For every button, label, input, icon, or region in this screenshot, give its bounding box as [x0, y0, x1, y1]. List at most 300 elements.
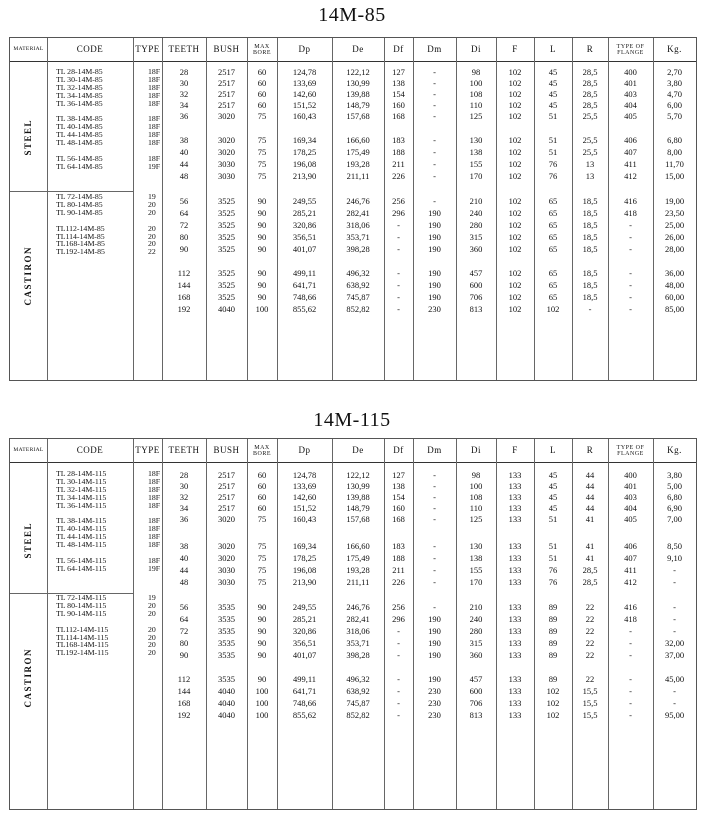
table-cell: 151,52	[292, 503, 317, 513]
table-cell: 406	[624, 541, 637, 551]
table-cell: 418	[624, 614, 637, 624]
table-cell: 360	[469, 244, 483, 254]
material-label-steel: STEEL	[23, 522, 33, 559]
table-cell: 7,00	[667, 514, 682, 524]
table-cell: 3030	[218, 159, 235, 169]
column-header: TYPE	[135, 445, 160, 455]
table-cell: 25,5	[582, 147, 598, 157]
table-cell: 142,60	[292, 89, 317, 99]
table-cell: 2517	[218, 78, 235, 88]
table-cell: 8,00	[667, 147, 682, 157]
table-cell: 285,21	[292, 208, 317, 218]
column-header: BUSH	[213, 44, 240, 54]
product-type: 20	[148, 207, 156, 217]
table-cell: 44	[585, 481, 595, 491]
table-cell: 282,41	[346, 208, 370, 218]
table-cell: 3525	[218, 268, 235, 278]
table-cell: -	[397, 650, 400, 660]
product-type: 19	[148, 192, 156, 201]
table-cell: 405	[624, 514, 637, 524]
table-cell: 45	[548, 78, 558, 88]
table-cell: -	[433, 565, 436, 575]
table-cell: 22	[585, 650, 595, 660]
table-cell: 100	[469, 78, 483, 88]
table-cell: 90	[257, 614, 267, 624]
table-cell: 641,71	[292, 686, 317, 696]
table-cell: 102	[508, 304, 522, 314]
table-cell: 36	[179, 514, 189, 524]
table-title: 14M-85	[318, 4, 386, 26]
table-cell: 154	[392, 89, 405, 99]
table-cell: 499,11	[292, 268, 317, 278]
table-cell: 133	[508, 470, 522, 480]
column-header: De	[352, 445, 364, 455]
table-cell: 813	[469, 304, 483, 314]
table-cell: 230	[428, 710, 441, 720]
column-header: TEETH	[168, 445, 200, 455]
table-cell: 124,78	[292, 470, 317, 480]
table-cell: 6,80	[667, 492, 682, 502]
table-cell: -	[397, 710, 400, 720]
product-type: 18F	[148, 492, 161, 502]
column-header: TYPE	[135, 44, 160, 54]
table-cell: 133	[508, 698, 522, 708]
column-header: TEETH	[168, 44, 200, 54]
table-cell: 230	[428, 304, 441, 314]
table-cell: 401	[624, 481, 637, 491]
table-cell: 60,00	[664, 292, 685, 302]
table-cell: -	[433, 196, 436, 206]
column-header: Dp	[298, 445, 311, 455]
dimension-table	[9, 438, 697, 810]
table-cell: 130	[469, 541, 483, 551]
table-cell: 190	[428, 244, 441, 254]
table-cell: 748,66	[292, 698, 317, 708]
table-cell: 36,00	[664, 268, 685, 278]
table-cell: 38	[179, 541, 189, 551]
table-cell: 813	[469, 710, 483, 720]
table-cell: 75	[257, 171, 267, 181]
table-cell: 90	[179, 244, 189, 254]
table-cell: 110	[469, 100, 483, 110]
product-code: TL 30-14M-115	[56, 476, 107, 486]
table-cell: 168	[392, 514, 405, 524]
table-cell: 80	[179, 638, 189, 648]
table-cell: 9,10	[667, 553, 682, 563]
table-cell: 28,00	[664, 244, 685, 254]
table-cell: 168	[177, 698, 191, 708]
table-cell: 3020	[218, 553, 235, 563]
table-cell: 133	[508, 602, 522, 612]
table-cell: 45	[548, 100, 558, 110]
table-cell: 3020	[218, 135, 235, 145]
table-cell: -	[397, 268, 400, 278]
column-header: Dm	[427, 445, 442, 455]
column-header: R	[586, 445, 594, 455]
table-cell: 745,87	[346, 292, 370, 302]
table-cell: 25,5	[582, 111, 598, 121]
table-cell: 34	[179, 100, 189, 110]
table-cell: 64	[179, 208, 189, 218]
column-divider	[47, 439, 48, 809]
table-cell: 90	[257, 638, 267, 648]
table-cell: 193,28	[346, 565, 370, 575]
table-cell: 3020	[218, 514, 235, 524]
table-cell: -	[433, 553, 436, 563]
table-cell: 213,90	[292, 171, 317, 181]
product-type: 18F	[148, 532, 161, 542]
table-cell: 133	[508, 481, 522, 491]
table-cell: 28,5	[582, 100, 598, 110]
table-cell: 45	[548, 67, 558, 77]
table-cell: 155	[469, 159, 483, 169]
table-cell: 499,11	[292, 674, 317, 684]
table-cell: 102	[508, 111, 522, 121]
table-cell: 190	[428, 208, 441, 218]
table-cell: -	[629, 686, 632, 696]
table-cell: -	[397, 304, 400, 314]
table-cell: 108	[469, 89, 483, 99]
table-cell: 133	[508, 638, 522, 648]
product-type: 18F	[148, 74, 161, 84]
table-cell: -	[673, 614, 676, 624]
table-cell: 133	[508, 565, 522, 575]
product-type: 20	[148, 239, 156, 249]
table-cell: 18,5	[582, 292, 598, 302]
table-cell: 60	[257, 89, 267, 99]
table-cell: 75	[257, 111, 267, 121]
table-cell: 75	[257, 159, 267, 169]
product-type: 18F	[148, 90, 161, 100]
table-cell: -	[433, 171, 436, 181]
table-cell: 411	[624, 159, 637, 169]
table-cell: 230	[428, 698, 441, 708]
table-cell: 353,71	[346, 232, 370, 242]
table-cell: 226	[392, 577, 405, 587]
product-type: 18F	[148, 524, 161, 534]
table-header	[10, 38, 696, 62]
table-cell: 2517	[218, 67, 235, 77]
table-cell: 190	[428, 626, 441, 636]
table-cell: 356,51	[292, 232, 317, 242]
table-cell: 100	[255, 686, 269, 696]
table-cell: 148,79	[346, 100, 370, 110]
table-cell: -	[588, 304, 592, 314]
table-cell: 2517	[218, 89, 235, 99]
table-cell: 3535	[218, 650, 235, 660]
table-cell: -	[433, 67, 436, 77]
table-cell: 130,99	[346, 78, 370, 88]
table-cell: 160	[392, 100, 405, 110]
table-cell: 160	[392, 503, 405, 513]
table-cell: 18,5	[582, 268, 598, 278]
table-cell: 44	[179, 565, 189, 575]
table-cell: 249,55	[292, 602, 317, 612]
material-label-castiron: CASTIRON	[23, 246, 33, 306]
table-cell: 90	[257, 602, 267, 612]
table-cell: 60	[257, 503, 267, 513]
table-cell: 3030	[218, 577, 235, 587]
table-cell: -	[433, 541, 436, 551]
product-type: 19	[148, 593, 156, 602]
table-cell: -	[673, 577, 676, 587]
table-cell: 90	[257, 650, 267, 660]
product-code: TL 56-14M-115	[56, 555, 107, 565]
table-cell: -	[433, 602, 436, 612]
table-cell: 6,00	[667, 100, 682, 110]
product-code: TL 48-14M-115	[56, 540, 107, 550]
table-cell: 3030	[218, 171, 235, 181]
dimension-table	[9, 37, 697, 381]
table-cell: 138	[469, 553, 483, 563]
table-cell: 144	[177, 280, 191, 290]
product-type: 18F	[148, 98, 161, 108]
table-cell: 398,28	[346, 244, 370, 254]
table-cell: 18,5	[582, 244, 598, 254]
table-cell: 3535	[218, 626, 235, 636]
column-header: L	[550, 445, 556, 455]
product-code: TL 40-14M-115	[56, 524, 107, 534]
product-code: TL 90-14M-115	[56, 608, 107, 618]
table-cell: 26,00	[664, 232, 685, 242]
column-header: Dp	[298, 44, 311, 54]
table-cell: 230	[428, 686, 441, 696]
table-cell: 25,00	[664, 220, 685, 230]
table-cell: 75	[257, 514, 267, 524]
table-cell: 75	[257, 135, 267, 145]
table-cell: 28,5	[582, 89, 598, 99]
table-cell: 76	[548, 159, 558, 169]
column-header: Df	[393, 445, 404, 455]
table-cell: 457	[469, 268, 483, 278]
table-cell: 13	[585, 159, 595, 169]
table-cell: 157,68	[346, 514, 370, 524]
table-cell: 138	[392, 481, 405, 491]
table-cell: 102	[508, 244, 522, 254]
table-cell: 124,78	[292, 67, 317, 77]
table-cell: 170	[469, 577, 483, 587]
product-code: TL 40-14M-85	[56, 122, 103, 132]
table-cell: 133	[508, 553, 522, 563]
table-cell: 400	[624, 67, 637, 77]
product-code: TL 72-14M-85	[56, 192, 103, 201]
table-cell: 2517	[218, 503, 235, 513]
table-cell: 139,88	[346, 89, 370, 99]
table-cell: 496,32	[346, 674, 370, 684]
table-cell: -	[433, 135, 436, 145]
table-cell: 246,76	[346, 602, 370, 612]
column-header: MATERIAL	[13, 46, 44, 52]
table-cell: -	[397, 220, 400, 230]
table-cell: 44	[179, 159, 189, 169]
table-cell: 166,60	[346, 541, 370, 551]
table-cell: 170	[469, 171, 483, 181]
table-cell: 133	[508, 503, 522, 513]
table-cell: 5,70	[667, 111, 682, 121]
table-cell: 641,71	[292, 280, 317, 290]
table-cell: 65	[548, 220, 558, 230]
table-cell: 457	[469, 674, 483, 684]
product-type: 20	[148, 600, 156, 610]
table-cell: -	[673, 626, 676, 636]
table-cell: -	[629, 304, 632, 314]
product-type: 20	[148, 648, 156, 658]
column-header: TYPE OF FLANGE	[616, 43, 645, 56]
table-cell: 5,00	[667, 481, 682, 491]
table-cell: 98	[471, 470, 481, 480]
table-cell: 51	[548, 147, 558, 157]
product-code: TL 34-14M-85	[56, 90, 103, 100]
table-cell: 102	[508, 89, 522, 99]
table-cell: 190	[428, 280, 441, 290]
product-code: TL 56-14M-85	[56, 153, 103, 163]
table-cell: 51	[548, 514, 558, 524]
product-code: TL114-14M-115	[56, 632, 109, 642]
column-header: L	[550, 44, 556, 54]
table-cell: 416	[624, 602, 637, 612]
product-code: TL 30-14M-85	[56, 74, 103, 84]
table-cell: 112	[177, 268, 191, 278]
product-type: 18F	[148, 122, 161, 132]
table-cell: 65	[548, 244, 558, 254]
table-cell: 102	[508, 292, 522, 302]
table-cell: 75	[257, 553, 267, 563]
column-divider	[133, 38, 134, 380]
table-cell: 8,50	[667, 541, 682, 551]
table-cell: 406	[624, 135, 637, 145]
table-cell: 407	[624, 147, 637, 157]
table-cell: 102	[546, 686, 560, 696]
table-cell: 401,07	[292, 244, 317, 254]
table-cell: 22	[585, 602, 595, 612]
table-cell: 190	[428, 268, 441, 278]
table-cell: 154	[392, 492, 405, 502]
table-cell: 60	[257, 481, 267, 491]
table-cell: 211	[392, 565, 405, 575]
table-cell: 210	[469, 602, 483, 612]
table-cell: 3030	[218, 565, 235, 575]
table-cell: 148,79	[346, 503, 370, 513]
table-cell: 398,28	[346, 650, 370, 660]
table-cell: 76	[548, 577, 558, 587]
table-cell: 51	[548, 553, 558, 563]
table-cell: 90	[257, 244, 267, 254]
table-cell: 249,55	[292, 196, 317, 206]
table-cell: 496,32	[346, 268, 370, 278]
table-cell: 418	[624, 208, 637, 218]
column-header: CODE	[76, 445, 104, 455]
table-cell: 403	[624, 89, 637, 99]
table-cell: 85,00	[664, 304, 685, 314]
table-cell: 75	[257, 147, 267, 157]
table-cell: 90	[179, 650, 189, 660]
table-cell: 404	[624, 100, 637, 110]
table-cell: 75	[257, 541, 267, 551]
table-cell: -	[629, 698, 632, 708]
table-cell: 3020	[218, 541, 235, 551]
table-cell: 45,00	[664, 674, 685, 684]
table-cell: 19,00	[664, 196, 685, 206]
table-cell: 401	[624, 78, 637, 88]
product-code: TL 90-14M-85	[56, 207, 103, 217]
table-cell: 28,5	[582, 67, 598, 77]
table-cell: 315	[469, 638, 483, 648]
table-cell: 15,5	[582, 698, 598, 708]
table-cell: 56	[179, 602, 189, 612]
product-type: 20	[148, 231, 156, 241]
table-cell: 90	[257, 268, 267, 278]
table-cell: 138	[469, 147, 483, 157]
table-cell: 41	[585, 541, 595, 551]
table-cell: 178,25	[292, 147, 317, 157]
table-cell: 102	[508, 280, 522, 290]
table-cell: 188	[392, 147, 405, 157]
table-cell: -	[433, 100, 436, 110]
table-cell: 192	[177, 710, 191, 720]
product-type: 20	[148, 632, 156, 642]
table-cell: 318,06	[346, 626, 370, 636]
table-cell: 18,5	[582, 196, 598, 206]
table-cell: 110	[469, 503, 483, 513]
table-cell: 90	[257, 280, 267, 290]
table-cell: 157,68	[346, 111, 370, 121]
table-cell: 3535	[218, 638, 235, 648]
table-cell: 411	[624, 565, 637, 575]
product-code: TL 48-14M-85	[56, 138, 103, 148]
column-header: F	[512, 44, 518, 54]
table-cell: 100	[255, 304, 269, 314]
table-cell: 745,87	[346, 698, 370, 708]
table-cell: 318,06	[346, 220, 370, 230]
table-cell: 51	[548, 135, 558, 145]
table-cell: -	[629, 674, 632, 684]
table-cell: 169,34	[292, 135, 317, 145]
product-code: TL114-14M-85	[56, 231, 105, 241]
table-cell: 13	[585, 171, 595, 181]
table-cell: 213,90	[292, 577, 317, 587]
table-cell: -	[433, 78, 436, 88]
product-type: 18F	[148, 516, 161, 526]
table-cell: -	[397, 626, 400, 636]
table-cell: 90	[257, 626, 267, 636]
table-cell: 3525	[218, 220, 235, 230]
table-cell: 60	[257, 78, 267, 88]
table-cell: 32	[179, 89, 189, 99]
table-cell: 211,11	[346, 171, 370, 181]
product-type: 18F	[148, 484, 161, 494]
table-cell: -	[629, 244, 632, 254]
product-type: 20	[148, 608, 156, 618]
table-cell: 44	[585, 470, 595, 480]
product-type: 18F	[148, 555, 161, 565]
product-code: TL112-14M-115	[56, 624, 109, 634]
table-cell: 403	[624, 492, 637, 502]
table-cell: 139,88	[346, 492, 370, 502]
table-cell: -	[433, 492, 436, 502]
table-cell: 3020	[218, 147, 235, 157]
table-cell: -	[397, 638, 400, 648]
table-cell: 133	[508, 650, 522, 660]
table-cell: 34	[179, 503, 189, 513]
table-cell: 407	[624, 553, 637, 563]
table-cell: 144	[177, 686, 191, 696]
product-code: TL192-14M-115	[56, 648, 109, 658]
table-cell: -	[433, 481, 436, 491]
table-cell: 175,49	[346, 147, 370, 157]
table-cell: 60	[257, 67, 267, 77]
table-cell: 3535	[218, 602, 235, 612]
table-cell: 28,5	[582, 565, 598, 575]
